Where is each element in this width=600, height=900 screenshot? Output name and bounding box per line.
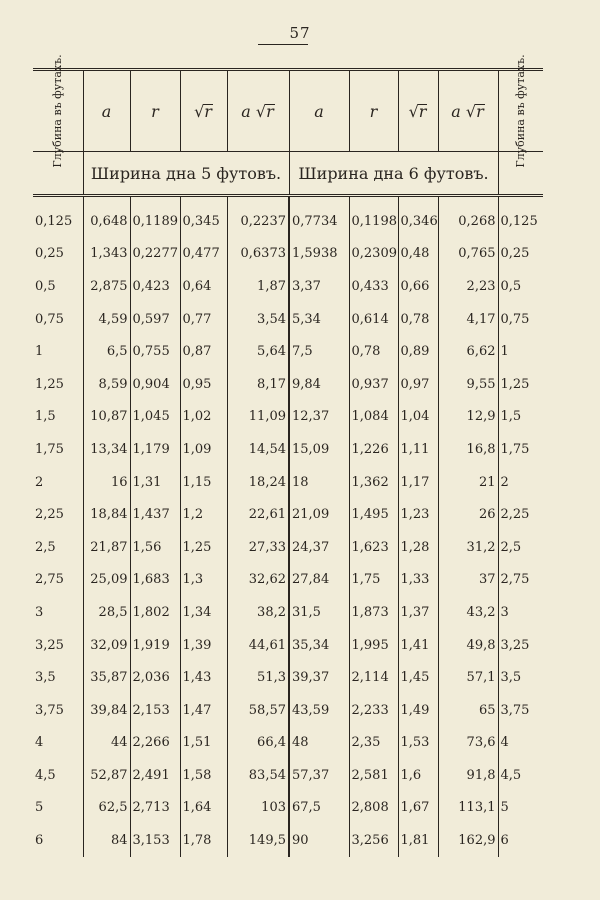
header-r-6: r xyxy=(349,70,398,152)
cell-r-6: 0,78 xyxy=(349,335,398,368)
cell-r-5: 2,713 xyxy=(130,792,180,825)
cell-depth-right: 0,5 xyxy=(500,278,522,294)
cell-sqrt-r-5: 1,09 xyxy=(180,433,227,466)
group-header-row xyxy=(33,152,543,196)
cell-a-sqrt-r-5: 0,2237 xyxy=(227,196,289,238)
cell-depth: 4 xyxy=(33,727,83,760)
cell-r-5: 1,045 xyxy=(130,401,180,434)
cell-sqrt-r-5: 0,95 xyxy=(180,368,227,401)
depth-label-left: Глубина въ футахъ. xyxy=(50,54,64,168)
cell-a-6: 15,09 xyxy=(289,433,349,466)
cell-depth: 4,5 xyxy=(33,759,83,792)
cell-r-5: 1,56 xyxy=(130,531,180,564)
table-row xyxy=(33,694,543,727)
cell-a-sqrt-r-5: 32,62 xyxy=(227,564,289,597)
cell-sqrt-r-6: 1,23 xyxy=(398,498,438,531)
cell-a-6: 12,37 xyxy=(289,401,349,434)
cell-sqrt-r-6: 0,66 xyxy=(398,270,438,303)
cell-a-5: 39,84 xyxy=(83,694,130,727)
cell-a-sqrt-r-5: 0,6373 xyxy=(227,238,289,271)
table-row xyxy=(33,335,543,368)
cell-sqrt-r-5: 1,15 xyxy=(180,466,227,499)
cell-a-6: 35,34 xyxy=(289,629,349,662)
depth-label-right: Глубина въ футахъ. xyxy=(513,54,527,168)
cell-a-sqrt-r-6: 2,23 xyxy=(438,270,498,303)
header-sqrt-r-6: √r xyxy=(398,70,438,152)
cell-a-sqrt-r-6: 113,1 xyxy=(438,792,498,825)
cell-r-6: 1,226 xyxy=(349,433,398,466)
cell-depth: 2 xyxy=(33,466,83,499)
cell-depth: 1,5 xyxy=(33,401,83,434)
cell-r-6: 2,114 xyxy=(349,661,398,694)
cell-r-5: 3,153 xyxy=(130,824,180,857)
cell-depth-right: 3 xyxy=(500,604,509,620)
cell-a-6: 3,37 xyxy=(289,270,349,303)
cell-sqrt-r-5: 0,64 xyxy=(180,270,227,303)
column-header-row xyxy=(33,70,543,152)
cell-depth-right: 6 xyxy=(500,833,509,849)
cell-a-6: 90 xyxy=(289,824,349,857)
cell-a-sqrt-r-6: 73,6 xyxy=(438,727,498,760)
page-number: 57 xyxy=(289,24,311,42)
header-r-5: r xyxy=(130,70,180,152)
cell-a-6: 67,5 xyxy=(289,792,349,825)
cell-sqrt-r-5: 0,345 xyxy=(180,196,227,238)
cell-a-5: 44 xyxy=(83,727,130,760)
cell-depth: 0,125 xyxy=(33,196,83,238)
cell-depth: 1 xyxy=(33,335,83,368)
cell-a-5: 6,5 xyxy=(83,335,130,368)
table-row xyxy=(33,466,543,499)
cell-r-6: 2,35 xyxy=(349,727,398,760)
cell-r-5: 0,1189 xyxy=(130,196,180,238)
cell-sqrt-r-5: 0,77 xyxy=(180,303,227,336)
cell-sqrt-r-6: 0,346 xyxy=(398,196,438,238)
cell-a-sqrt-r-5: 27,33 xyxy=(227,531,289,564)
cell-a-sqrt-r-5: 58,57 xyxy=(227,694,289,727)
cell-a-sqrt-r-5: 22,61 xyxy=(227,498,289,531)
table-row xyxy=(33,792,543,825)
cell-a-5: 52,87 xyxy=(83,759,130,792)
page-number-rule xyxy=(258,44,308,45)
table-row xyxy=(33,433,543,466)
cell-sqrt-r-5: 0,477 xyxy=(180,238,227,271)
header-a-5: a xyxy=(83,70,130,152)
cell-sqrt-r-6: 1,81 xyxy=(398,824,438,857)
table-row xyxy=(33,661,543,694)
cell-depth-right: 0,75 xyxy=(500,311,530,327)
cell-sqrt-r-6: 1,41 xyxy=(398,629,438,662)
cell-r-6: 0,433 xyxy=(349,270,398,303)
cell-a-5: 18,84 xyxy=(83,498,130,531)
cell-depth: 3,75 xyxy=(33,694,83,727)
cell-a-sqrt-r-5: 8,17 xyxy=(227,368,289,401)
cell-depth-right: 1,75 xyxy=(500,441,530,457)
cell-sqrt-r-6: 1,17 xyxy=(398,466,438,499)
cell-a-5: 35,87 xyxy=(83,661,130,694)
cell-sqrt-r-5: 1,47 xyxy=(180,694,227,727)
cell-sqrt-r-6: 1,37 xyxy=(398,596,438,629)
cell-depth-right: 3,25 xyxy=(500,637,530,653)
cell-depth-right: 4,5 xyxy=(500,767,522,783)
cell-sqrt-r-5: 1,3 xyxy=(180,564,227,597)
table-row xyxy=(33,270,543,303)
header-a-sqrt-r-6: a √r xyxy=(438,70,498,152)
cell-a-sqrt-r-6: 31,2 xyxy=(438,531,498,564)
depth-header-left xyxy=(33,54,83,168)
cell-a-sqrt-r-6: 9,55 xyxy=(438,368,498,401)
cell-r-5: 1,437 xyxy=(130,498,180,531)
cell-sqrt-r-6: 0,89 xyxy=(398,335,438,368)
cell-r-5: 0,597 xyxy=(130,303,180,336)
cell-depth: 2,5 xyxy=(33,531,83,564)
table-row xyxy=(33,531,543,564)
cell-a-6: 39,37 xyxy=(289,661,349,694)
cell-depth-right: 2 xyxy=(500,474,509,490)
cell-a-sqrt-r-6: 0,268 xyxy=(438,196,498,238)
cell-depth: 2,75 xyxy=(33,564,83,597)
cell-a-5: 16 xyxy=(83,466,130,499)
cell-sqrt-r-5: 0,87 xyxy=(180,335,227,368)
cell-a-5: 2,875 xyxy=(83,270,130,303)
table-row xyxy=(33,368,543,401)
cell-a-5: 1,343 xyxy=(83,238,130,271)
table-row xyxy=(33,596,543,629)
cell-a-5: 28,5 xyxy=(83,596,130,629)
cell-depth: 0,5 xyxy=(33,270,83,303)
cell-a-6: 9,84 xyxy=(289,368,349,401)
cell-a-6: 48 xyxy=(289,727,349,760)
cell-sqrt-r-6: 0,78 xyxy=(398,303,438,336)
cell-r-5: 0,2277 xyxy=(130,238,180,271)
cell-a-sqrt-r-6: 162,9 xyxy=(438,824,498,857)
cell-sqrt-r-5: 1,64 xyxy=(180,792,227,825)
cell-a-6: 27,84 xyxy=(289,564,349,597)
cell-a-6: 21,09 xyxy=(289,498,349,531)
cell-a-sqrt-r-5: 1,87 xyxy=(227,270,289,303)
cell-depth: 0,25 xyxy=(33,238,83,271)
cell-sqrt-r-5: 1,02 xyxy=(180,401,227,434)
cell-a-5: 10,87 xyxy=(83,401,130,434)
cell-sqrt-r-6: 1,67 xyxy=(398,792,438,825)
cell-depth-right: 5 xyxy=(500,800,509,816)
cell-depth-right: 2,75 xyxy=(500,572,530,588)
cell-r-6: 0,1198 xyxy=(349,196,398,238)
cell-depth-right: 2,5 xyxy=(500,539,522,555)
cell-depth-right: 1,25 xyxy=(500,376,530,392)
cell-r-5: 2,491 xyxy=(130,759,180,792)
header-sqrt-r-5: √r xyxy=(180,70,227,152)
cell-a-5: 25,09 xyxy=(83,564,130,597)
cell-depth: 3,25 xyxy=(33,629,83,662)
cell-a-sqrt-r-5: 5,64 xyxy=(227,335,289,368)
cell-sqrt-r-5: 1,34 xyxy=(180,596,227,629)
cell-a-sqrt-r-6: 57,1 xyxy=(438,661,498,694)
cell-r-5: 2,266 xyxy=(130,727,180,760)
cell-a-sqrt-r-5: 11,09 xyxy=(227,401,289,434)
table-row xyxy=(33,238,543,271)
group-header-6ft: Ширина дна 6 футовъ. xyxy=(289,152,498,196)
cell-r-5: 1,919 xyxy=(130,629,180,662)
cell-a-sqrt-r-5: 103 xyxy=(227,792,289,825)
cell-sqrt-r-5: 1,25 xyxy=(180,531,227,564)
cell-a-sqrt-r-5: 18,24 xyxy=(227,466,289,499)
hydraulic-table xyxy=(33,54,543,857)
cell-a-6: 24,37 xyxy=(289,531,349,564)
cell-sqrt-r-5: 1,78 xyxy=(180,824,227,857)
cell-r-6: 3,256 xyxy=(349,824,398,857)
cell-a-5: 62,5 xyxy=(83,792,130,825)
cell-depth-right: 0,125 xyxy=(500,213,538,229)
cell-a-sqrt-r-6: 49,8 xyxy=(438,629,498,662)
cell-depth-right: 1,5 xyxy=(500,409,522,425)
cell-sqrt-r-6: 1,28 xyxy=(398,531,438,564)
cell-r-5: 2,036 xyxy=(130,661,180,694)
table-row xyxy=(33,303,543,336)
cell-a-5: 13,34 xyxy=(83,433,130,466)
cell-depth: 3,5 xyxy=(33,661,83,694)
cell-depth-right: 4 xyxy=(500,735,509,751)
cell-a-6: 0,7734 xyxy=(289,196,349,238)
cell-a-sqrt-r-5: 83,54 xyxy=(227,759,289,792)
cell-sqrt-r-6: 1,11 xyxy=(398,433,438,466)
table-body xyxy=(33,196,543,857)
cell-a-6: 57,37 xyxy=(289,759,349,792)
cell-r-6: 0,937 xyxy=(349,368,398,401)
cell-a-sqrt-r-6: 6,62 xyxy=(438,335,498,368)
cell-sqrt-r-6: 1,45 xyxy=(398,661,438,694)
cell-sqrt-r-5: 1,39 xyxy=(180,629,227,662)
cell-a-sqrt-r-5: 66,4 xyxy=(227,727,289,760)
cell-r-6: 1,75 xyxy=(349,564,398,597)
cell-r-5: 0,904 xyxy=(130,368,180,401)
cell-a-sqrt-r-6: 12,9 xyxy=(438,401,498,434)
cell-a-sqrt-r-6: 65 xyxy=(438,694,498,727)
table-row xyxy=(33,196,543,238)
cell-r-6: 2,808 xyxy=(349,792,398,825)
cell-a-sqrt-r-6: 26 xyxy=(438,498,498,531)
table-row xyxy=(33,727,543,760)
cell-depth: 2,25 xyxy=(33,498,83,531)
cell-r-6: 1,623 xyxy=(349,531,398,564)
cell-r-5: 0,423 xyxy=(130,270,180,303)
cell-a-sqrt-r-5: 51,3 xyxy=(227,661,289,694)
cell-a-6: 31,5 xyxy=(289,596,349,629)
cell-depth: 3 xyxy=(33,596,83,629)
cell-sqrt-r-6: 1,04 xyxy=(398,401,438,434)
cell-a-5: 84 xyxy=(83,824,130,857)
cell-r-6: 1,362 xyxy=(349,466,398,499)
table-row xyxy=(33,629,543,662)
cell-r-5: 1,683 xyxy=(130,564,180,597)
cell-sqrt-r-5: 1,43 xyxy=(180,661,227,694)
cell-depth: 5 xyxy=(33,792,83,825)
cell-a-5: 4,59 xyxy=(83,303,130,336)
header-a-6: a xyxy=(289,70,349,152)
cell-a-sqrt-r-6: 4,17 xyxy=(438,303,498,336)
cell-a-5: 8,59 xyxy=(83,368,130,401)
cell-sqrt-r-6: 0,97 xyxy=(398,368,438,401)
cell-depth-right: 3,5 xyxy=(500,670,522,686)
cell-a-6: 1,5938 xyxy=(289,238,349,271)
table-row xyxy=(33,564,543,597)
cell-a-sqrt-r-5: 149,5 xyxy=(227,824,289,857)
cell-a-sqrt-r-5: 14,54 xyxy=(227,433,289,466)
cell-a-sqrt-r-6: 21 xyxy=(438,466,498,499)
cell-r-5: 1,802 xyxy=(130,596,180,629)
cell-sqrt-r-5: 1,58 xyxy=(180,759,227,792)
table-row xyxy=(33,824,543,857)
cell-r-6: 2,581 xyxy=(349,759,398,792)
cell-sqrt-r-5: 1,51 xyxy=(180,727,227,760)
cell-a-sqrt-r-6: 37 xyxy=(438,564,498,597)
cell-a-sqrt-r-6: 0,765 xyxy=(438,238,498,271)
cell-sqrt-r-6: 1,53 xyxy=(398,727,438,760)
depth-header-right xyxy=(498,54,543,168)
cell-a-6: 18 xyxy=(289,466,349,499)
cell-depth: 1,25 xyxy=(33,368,83,401)
cell-sqrt-r-6: 1,6 xyxy=(398,759,438,792)
cell-sqrt-r-5: 1,2 xyxy=(180,498,227,531)
cell-r-6: 1,873 xyxy=(349,596,398,629)
cell-a-6: 5,34 xyxy=(289,303,349,336)
cell-sqrt-r-6: 0,48 xyxy=(398,238,438,271)
cell-a-sqrt-r-5: 44,61 xyxy=(227,629,289,662)
cell-depth-right: 3,75 xyxy=(500,702,530,718)
cell-sqrt-r-6: 1,33 xyxy=(398,564,438,597)
cell-r-5: 0,755 xyxy=(130,335,180,368)
cell-r-6: 2,233 xyxy=(349,694,398,727)
header-a-sqrt-r-5: a √r xyxy=(227,70,289,152)
cell-r-5: 1,179 xyxy=(130,433,180,466)
cell-depth-right: 0,25 xyxy=(500,246,530,262)
cell-depth: 0,75 xyxy=(33,303,83,336)
cell-a-sqrt-r-6: 91,8 xyxy=(438,759,498,792)
cell-sqrt-r-6: 1,49 xyxy=(398,694,438,727)
table-row xyxy=(33,759,543,792)
table-row xyxy=(33,401,543,434)
cell-a-6: 43,59 xyxy=(289,694,349,727)
cell-r-6: 1,495 xyxy=(349,498,398,531)
cell-depth: 6 xyxy=(33,824,83,857)
cell-r-6: 0,2309 xyxy=(349,238,398,271)
group-header-5ft: Ширина дна 5 футовъ. xyxy=(83,152,289,196)
cell-depth: 1,75 xyxy=(33,433,83,466)
cell-a-6: 7,5 xyxy=(289,335,349,368)
cell-a-5: 32,09 xyxy=(83,629,130,662)
cell-r-5: 1,31 xyxy=(130,466,180,499)
cell-r-5: 2,153 xyxy=(130,694,180,727)
cell-depth-right: 2,25 xyxy=(500,507,530,523)
table-row xyxy=(33,498,543,531)
cell-a-5: 0,648 xyxy=(83,196,130,238)
cell-a-sqrt-r-5: 3,54 xyxy=(227,303,289,336)
cell-a-sqrt-r-5: 38,2 xyxy=(227,596,289,629)
cell-r-6: 1,084 xyxy=(349,401,398,434)
cell-a-5: 21,87 xyxy=(83,531,130,564)
cell-depth-right: 1 xyxy=(500,344,509,360)
cell-r-6: 1,995 xyxy=(349,629,398,662)
cell-a-sqrt-r-6: 43,2 xyxy=(438,596,498,629)
cell-a-sqrt-r-6: 16,8 xyxy=(438,433,498,466)
cell-r-6: 0,614 xyxy=(349,303,398,336)
